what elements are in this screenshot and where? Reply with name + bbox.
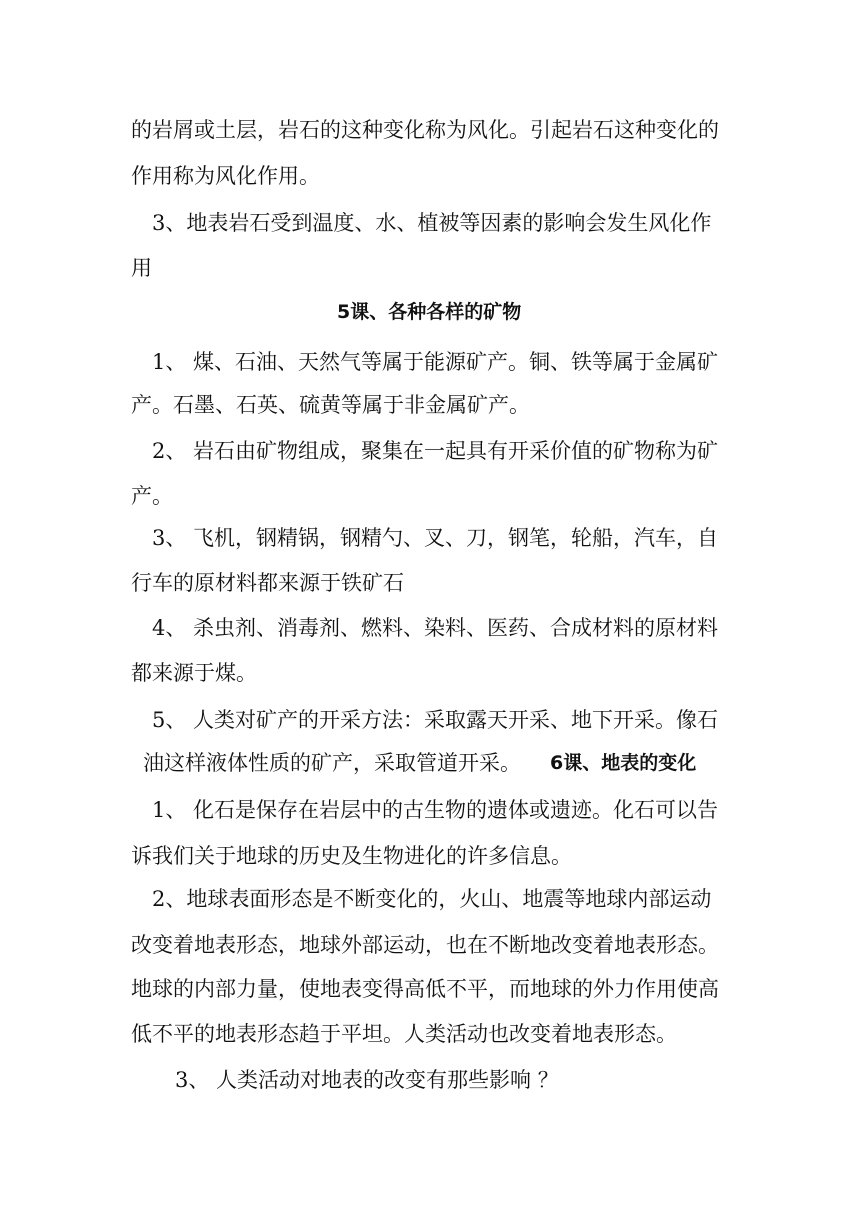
text-line: 2、 岩石由矿物组成，聚集在一起具有开采价值的矿物称为矿 — [152, 439, 719, 463]
text-line: 3、 人类活动对地表的改变有那些影响 ？ — [175, 1068, 559, 1092]
text-line: 作用称为风化作用。 — [131, 164, 320, 188]
lesson-6-heading: 6课、地表的变化 — [550, 752, 697, 774]
text-line: 1、 化石是保存在岩层中的古生物的遗体或遗迹。化石可以告 — [152, 798, 719, 822]
text-line: 油这样液体性质的矿产，采取管道开采。 — [143, 751, 521, 775]
text-line: 地球的内部力量，使地表变得高低不平，而地球的外力作用使高 — [131, 977, 719, 1001]
text-line: 3、地表岩石受到温度、水、植被等因素的影响会发生风化作 — [152, 211, 712, 235]
text-line: 的岩屑或土层，岩石的这种变化称为风化。引起岩石这种变化的 — [131, 118, 719, 142]
text-line: 2、地球表面形态是不断变化的，火山、地震等地球内部运动 — [152, 887, 712, 911]
text-line: 改变着地表形态，地球外部运动，也在不断地改变着地表形态。 — [131, 933, 719, 957]
text-line: 行车的原材料都来源于铁矿石 — [131, 571, 404, 595]
text-line: 3、 飞机，钢精锅，钢精勺、叉、刀，钢笔，轮船，汽车，自 — [152, 526, 719, 550]
lesson-5-heading: 5课、各种各样的矿物 — [337, 301, 522, 323]
text-line: 用 — [131, 256, 152, 280]
text-line: 1、 煤、石油、天然气等属于能源矿产。铜、铁等属于金属矿 — [152, 350, 719, 374]
text-line: 4、 杀虫剂、消毒剂、燃料、染料、医药、合成材料的原材料 — [152, 616, 719, 640]
text-line: 5、 人类对矿产的开采方法：采取露天开采、地下开采。像石 — [152, 708, 719, 732]
text-line: 诉我们关于地球的历史及生物进化的许多信息。 — [131, 844, 572, 868]
text-line: 低不平的地表形态趋于平坦。人类活动也改变着地表形态。 — [131, 1022, 677, 1046]
text-line: 产。 — [131, 484, 173, 508]
text-line: 产。石墨、石英、硫黄等属于非金属矿产。 — [131, 393, 530, 417]
text-line: 都来源于煤。 — [131, 661, 257, 685]
